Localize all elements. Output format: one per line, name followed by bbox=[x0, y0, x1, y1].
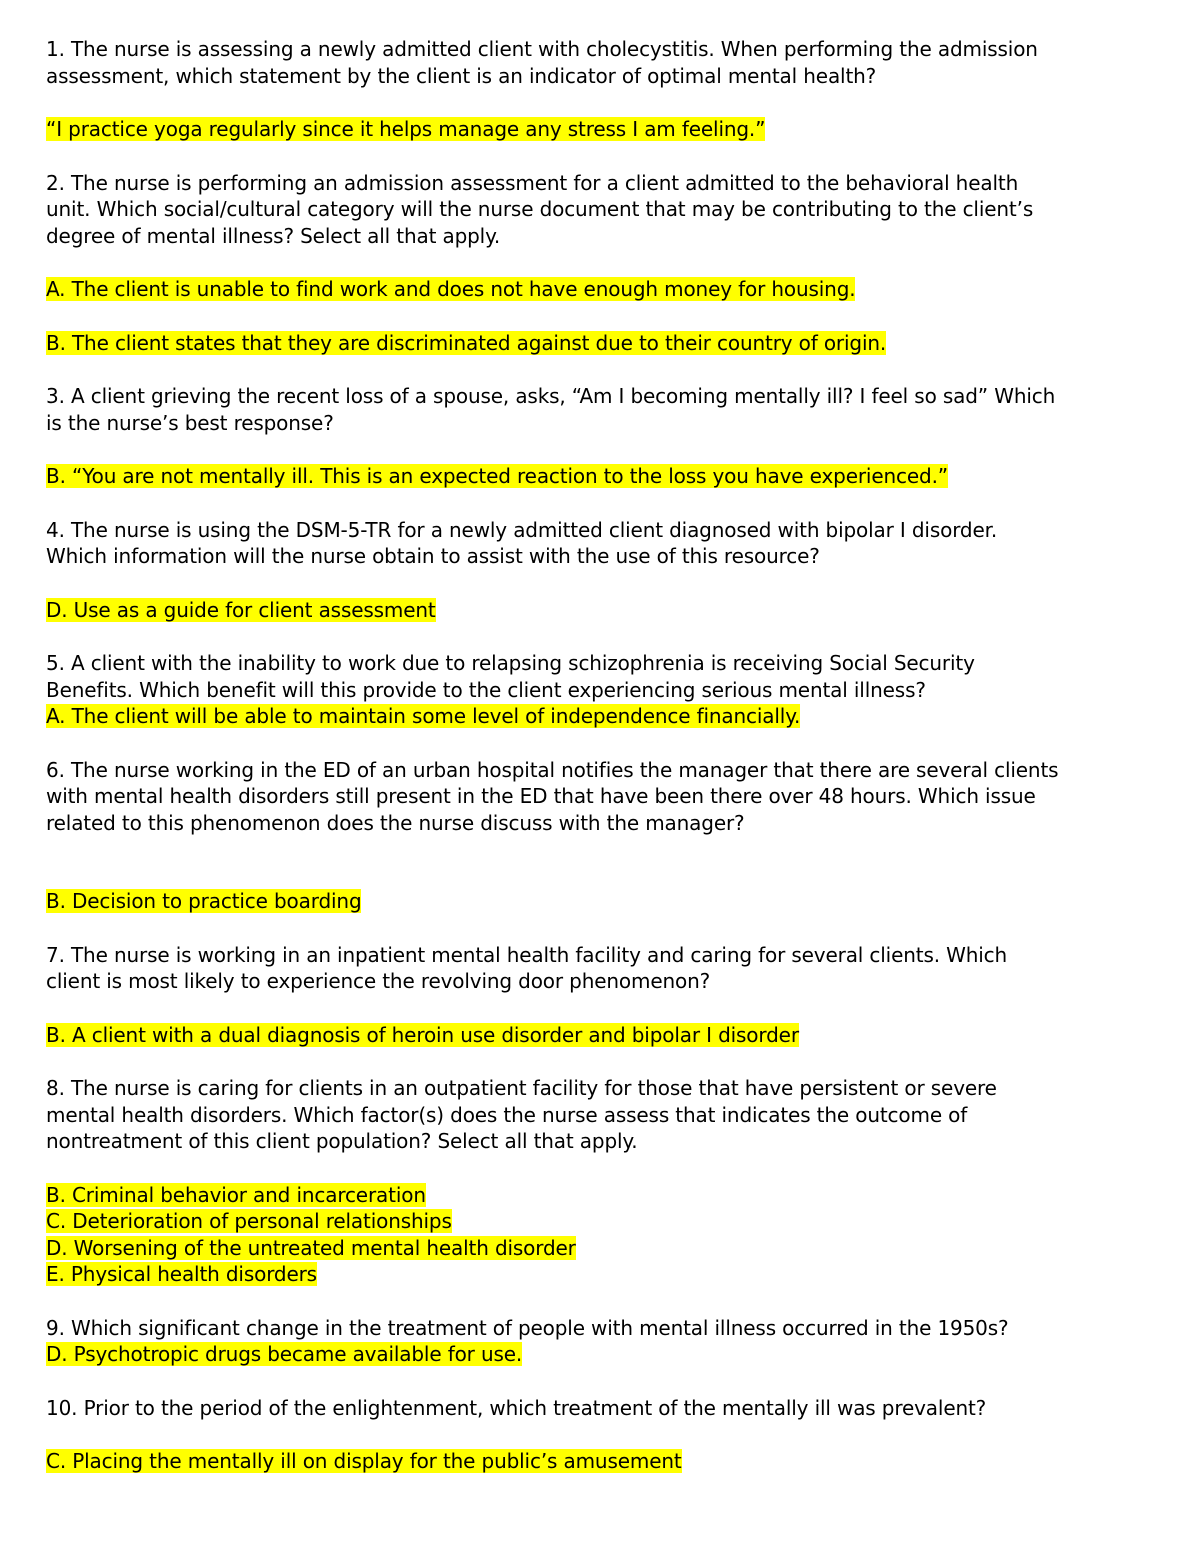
document-page bbox=[46, 36, 1176, 1475]
highlighted-answer: B. Criminal behavior and incarceration bbox=[46, 1182, 426, 1207]
highlighted-answer: B. The client states that they are discriminated against due to their country of origin. bbox=[46, 330, 887, 355]
question-text: mental health disorders. Which factor(s) does the nurse assess that indicates the outcome of bbox=[46, 1102, 968, 1127]
question-text: nontreatment of this client population? Select all that apply. bbox=[46, 1129, 638, 1153]
question-2 bbox=[46, 170, 1176, 357]
question-5 bbox=[46, 650, 1176, 730]
question-text: assessment, which statement by the client is an indicator of optimal mental health? bbox=[46, 63, 877, 88]
question-text: related to this phenomenon does the nurse discuss with the manager? bbox=[46, 810, 745, 835]
question-8 bbox=[46, 1075, 1176, 1288]
highlighted-answer: B. A client with a dual diagnosis of heroin use disorder and bipolar I disorder bbox=[46, 1022, 799, 1047]
question-6 bbox=[46, 757, 1176, 915]
question-text: Which information will the nurse obtain to assist with the use of this resource? bbox=[46, 544, 820, 568]
question-7 bbox=[46, 942, 1176, 1049]
question-3 bbox=[46, 383, 1176, 490]
highlighted-answer: C. Deterioration of personal relationships bbox=[46, 1209, 452, 1233]
highlighted-answer: D. Use as a guide for client assessment bbox=[46, 597, 436, 622]
question-text: 6. The nurse working in the ED of an urban hospital notifies the manager that there are several clients bbox=[46, 757, 1059, 782]
question-text: 2. The nurse is performing an admission assessment for a client admitted to the behavioral health bbox=[46, 170, 1019, 195]
question-text: 4. The nurse is using the DSM-5-TR for a newly admitted client diagnosed with bipolar I disorder. bbox=[46, 517, 998, 542]
question-1 bbox=[46, 36, 1176, 143]
highlighted-answer: E. Physical health disorders bbox=[46, 1262, 317, 1286]
question-text: 1. The nurse is assessing a newly admitted client with cholecystitis. When performing the admission bbox=[46, 37, 1038, 61]
question-text: unit. Which social/cultural category will the nurse document that may be contributing to the client’s bbox=[46, 197, 1034, 221]
question-text: 8. The nurse is caring for clients in an outpatient facility for those that have persistent or severe bbox=[46, 1076, 997, 1100]
highlighted-answer: A. The client will be able to maintain some level of independence financially. bbox=[46, 704, 801, 728]
question-text: client is most likely to experience the revolving door phenomenon? bbox=[46, 969, 711, 993]
highlighted-answer: “I practice yoga regularly since it helps manage any stress I am feeling.” bbox=[46, 117, 766, 141]
highlighted-answer: B. Decision to practice boarding bbox=[46, 889, 362, 913]
question-text: with mental health disorders still present in the ED that have been there over 48 hours. Which issue bbox=[46, 784, 1036, 808]
question-10 bbox=[46, 1395, 1176, 1475]
question-text: 10. Prior to the period of the enlightenment, which treatment of the mentally ill was prevalent? bbox=[46, 1395, 987, 1420]
question-text: is the nurse’s best response? bbox=[46, 410, 334, 435]
highlighted-answer: D. Psychotropic drugs became available for use. bbox=[46, 1342, 523, 1366]
question-9 bbox=[46, 1315, 1176, 1368]
question-text: 9. Which significant change in the treatment of people with mental illness occurred in the 1950s? bbox=[46, 1315, 1009, 1340]
highlighted-answer: A. The client is unable to find work and does not have enough money for housing. bbox=[46, 277, 856, 301]
highlighted-answer: D. Worsening of the untreated mental health disorder bbox=[46, 1235, 576, 1260]
question-text: Benefits. Which benefit will this provide to the client experiencing serious mental illness? bbox=[46, 677, 926, 702]
highlighted-answer: C. Placing the mentally ill on display for the public’s amusement bbox=[46, 1449, 682, 1473]
question-4 bbox=[46, 517, 1176, 624]
question-text: 3. A client grieving the recent loss of a spouse, asks, “Am I becoming mentally ill? I feel so sad” Which bbox=[46, 384, 1056, 408]
question-text: degree of mental illness? Select all that apply. bbox=[46, 223, 501, 248]
question-text: 5. A client with the inability to work due to relapsing schizophrenia is receiving Social Security bbox=[46, 651, 975, 675]
question-text: 7. The nurse is working in an inpatient mental health facility and caring for several clients. Which bbox=[46, 942, 1008, 967]
highlighted-answer: B. “You are not mentally ill. This is an expected reaction to the loss you have experienced.” bbox=[46, 464, 948, 488]
